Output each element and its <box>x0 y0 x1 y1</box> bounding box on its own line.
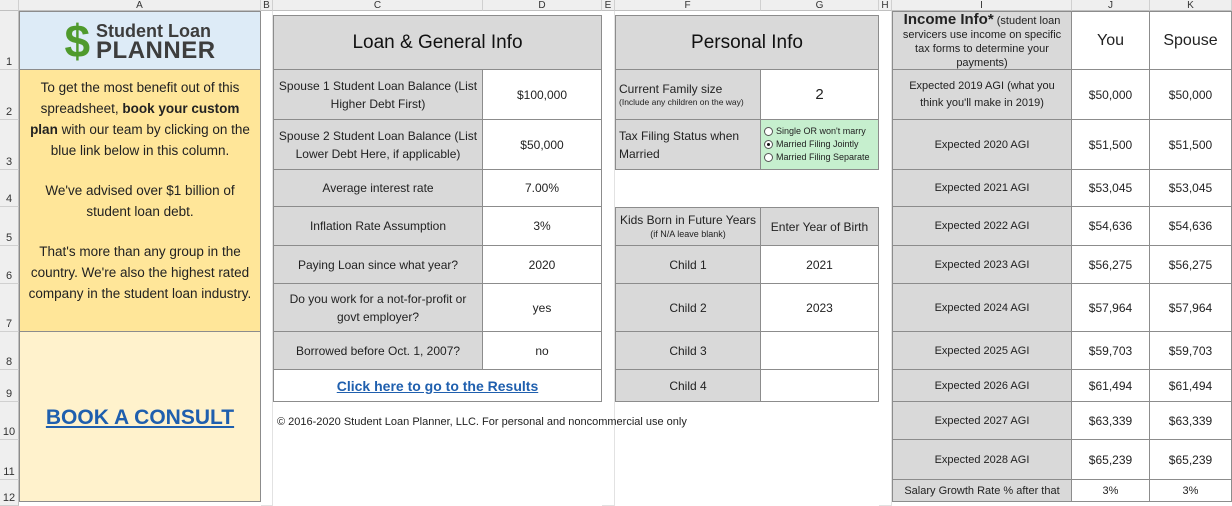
agi-2024-you[interactable]: $57,964 <box>1072 284 1150 332</box>
row-header-8[interactable]: 8 <box>0 332 19 370</box>
radio-checked-icon <box>764 140 773 149</box>
filing-option-single[interactable] <box>764 126 866 137</box>
loan-value-borrowed-before[interactable]: no <box>483 332 602 370</box>
spacer-col-h <box>879 11 892 506</box>
row-header-10[interactable]: 10 <box>0 402 19 440</box>
row-header-2[interactable]: 2 <box>0 70 19 120</box>
logo <box>64 14 216 67</box>
loan-label-nonprofit: Do you work for a not-for-profit or govt employer? <box>273 284 483 332</box>
filing-option-joint-label: Married Filing Jointly <box>776 139 859 149</box>
agi-2022-label: Expected 2022 AGI <box>892 207 1072 246</box>
salary-growth-you[interactable]: 3% <box>1072 480 1150 502</box>
agi-2021-label: Expected 2021 AGI <box>892 170 1072 207</box>
promo-text-1a: To get the most benefit out of this spreadsheet, <box>40 80 240 116</box>
col-header-f[interactable]: F <box>615 0 761 11</box>
agi-2028-spouse[interactable]: $65,239 <box>1150 440 1232 480</box>
agi-2019-label: Expected 2019 AGI (what you think you'll make in 2019) <box>892 70 1072 120</box>
loan-label-interest: Average interest rate <box>273 170 483 207</box>
col-header-i[interactable]: I <box>892 0 1072 11</box>
income-col-spouse: Spouse <box>1150 11 1232 70</box>
agi-2023-spouse[interactable]: $56,275 <box>1150 246 1232 284</box>
loan-label-spouse2: Spouse 2 Student Loan Balance (List Lower Debt Here, if applicable) <box>273 120 483 170</box>
kids-label-cell <box>615 207 761 246</box>
family-size-value[interactable]: 2 <box>761 70 879 120</box>
child-2-year[interactable]: 2023 <box>761 284 879 332</box>
book-consult-link[interactable]: BOOK A CONSULT <box>45 406 235 429</box>
child-4-year[interactable] <box>761 370 879 402</box>
agi-2024-spouse[interactable]: $57,964 <box>1150 284 1232 332</box>
agi-2025-you[interactable]: $59,703 <box>1072 332 1150 370</box>
child-3-label: Child 3 <box>615 332 761 370</box>
logo-cell[interactable] <box>19 11 261 70</box>
col-header-a[interactable]: A <box>19 0 261 11</box>
col-header-j[interactable]: J <box>1072 0 1150 11</box>
loan-label-borrowed-before: Borrowed before Oct. 1, 2007? <box>273 332 483 370</box>
child-1-label: Child 1 <box>615 246 761 284</box>
spacer-col-b <box>261 11 273 506</box>
col-header-c[interactable]: C <box>273 0 483 11</box>
family-size-label-cell <box>615 70 761 120</box>
promo-paragraph-3: That's more than any group in the country. We're also the highest rated company in the student loan industry. <box>28 244 252 301</box>
radio-unchecked-icon <box>764 127 773 136</box>
consult-cell <box>19 332 261 502</box>
row-header-1[interactable]: 1 <box>0 11 19 70</box>
income-title: Income Info* <box>903 11 994 28</box>
agi-2023-you[interactable]: $56,275 <box>1072 246 1150 284</box>
agi-2019-you[interactable]: $50,000 <box>1072 70 1150 120</box>
col-header-d[interactable]: D <box>483 0 602 11</box>
results-link[interactable]: Click here to go to the Results <box>336 377 539 394</box>
kids-year-header: Enter Year of Birth <box>761 207 879 246</box>
filing-status-radio-group <box>761 120 879 170</box>
agi-2025-spouse[interactable]: $59,703 <box>1150 332 1232 370</box>
row-header-12[interactable]: 12 <box>0 480 19 506</box>
agi-2020-label: Expected 2020 AGI <box>892 120 1072 170</box>
income-title-cell <box>892 11 1072 70</box>
child-1-year[interactable]: 2021 <box>761 246 879 284</box>
family-size-note: (Include any children on the way) <box>619 96 744 107</box>
agi-2022-you[interactable]: $54,636 <box>1072 207 1150 246</box>
row-header-7[interactable]: 7 <box>0 284 19 332</box>
col-header-b[interactable]: B <box>261 0 273 11</box>
agi-2019-spouse[interactable]: $50,000 <box>1150 70 1232 120</box>
agi-2026-spouse[interactable]: $61,494 <box>1150 370 1232 402</box>
loan-title: Loan & General Info <box>273 15 602 70</box>
loan-label-inflation: Inflation Rate Assumption <box>273 207 483 246</box>
logo-line1: Student Loan <box>96 20 212 41</box>
agi-2023-label: Expected 2023 AGI <box>892 246 1072 284</box>
copyright-text: © 2016-2020 Student Loan Planner, LLC. For personal and noncommercial use only <box>277 416 687 428</box>
row-header-6[interactable]: 6 <box>0 246 19 284</box>
filing-status-label: Tax Filing Status when Married <box>615 120 761 170</box>
row-header-3[interactable]: 3 <box>0 120 19 170</box>
filing-option-separate[interactable] <box>764 152 870 163</box>
promo-text-1c: with our team by clicking on the blue link below in this column. <box>50 122 250 158</box>
col-header-e[interactable]: E <box>602 0 615 11</box>
agi-2027-you[interactable]: $63,339 <box>1072 402 1150 440</box>
income-col-you: You <box>1072 11 1150 70</box>
promo-paragraph-1 <box>26 77 254 161</box>
agi-2021-you[interactable]: $53,045 <box>1072 170 1150 207</box>
row-header-5[interactable]: 5 <box>0 207 19 246</box>
kids-label: Kids Born in Future Years <box>619 212 757 227</box>
loan-value-inflation[interactable]: 3% <box>483 207 602 246</box>
agi-2027-label: Expected 2027 AGI <box>892 402 1072 440</box>
logo-line2: PLANNER <box>96 36 216 64</box>
personal-title: Personal Info <box>615 15 879 70</box>
agi-2024-label: Expected 2024 AGI <box>892 284 1072 332</box>
agi-2020-you[interactable]: $51,500 <box>1072 120 1150 170</box>
child-4-label: Child 4 <box>615 370 761 402</box>
agi-2022-spouse[interactable]: $54,636 <box>1150 207 1232 246</box>
agi-2026-you[interactable]: $61,494 <box>1072 370 1150 402</box>
promo-text-1b: book your custom plan <box>30 101 240 137</box>
family-size-label: Current Family size <box>619 81 723 96</box>
filing-option-joint[interactable] <box>764 139 859 150</box>
loan-value-paying-since[interactable]: 2020 <box>483 246 602 284</box>
promo-cell <box>19 70 261 332</box>
loan-label-paying-since: Paying Loan since what year? <box>273 246 483 284</box>
dollar-icon: $ <box>64 14 91 67</box>
salary-growth-spouse[interactable]: 3% <box>1150 480 1232 502</box>
row-header-11[interactable]: 11 <box>0 440 19 480</box>
loan-label-spouse1: Spouse 1 Student Loan Balance (List Higher Debt First) <box>273 70 483 120</box>
loan-value-nonprofit[interactable]: yes <box>483 284 602 332</box>
row-header-4[interactable]: 4 <box>0 170 19 207</box>
agi-2026-label: Expected 2026 AGI <box>892 370 1072 402</box>
select-all-corner[interactable] <box>0 0 19 11</box>
kids-note: (if N/A leave blank) <box>650 228 726 239</box>
row-header-9[interactable]: 9 <box>0 370 19 402</box>
salary-growth-label: Salary Growth Rate % after that <box>892 480 1072 502</box>
promo-paragraph-2: We've advised over $1 billion of student loan debt. <box>45 183 235 219</box>
agi-2028-label: Expected 2028 AGI <box>892 440 1072 480</box>
col-header-k[interactable]: K <box>1150 0 1232 11</box>
loan-value-interest[interactable]: 7.00% <box>483 170 602 207</box>
child-2-label: Child 2 <box>615 284 761 332</box>
loan-value-spouse2[interactable]: $50,000 <box>483 120 602 170</box>
child-3-year[interactable] <box>761 332 879 370</box>
income-title-note: (student loan servicers use income on specific tax forms to determine your payments) <box>902 15 1062 69</box>
agi-2021-spouse[interactable]: $53,045 <box>1150 170 1232 207</box>
agi-2025-label: Expected 2025 AGI <box>892 332 1072 370</box>
filing-option-single-label: Single OR won't marry <box>776 126 866 136</box>
agi-2027-spouse[interactable]: $63,339 <box>1150 402 1232 440</box>
agi-2028-you[interactable]: $65,239 <box>1072 440 1150 480</box>
filing-option-separate-label: Married Filing Separate <box>776 152 870 162</box>
results-link-cell <box>273 370 602 402</box>
radio-unchecked-icon <box>764 153 773 162</box>
loan-value-spouse1[interactable]: $100,000 <box>483 70 602 120</box>
agi-2020-spouse[interactable]: $51,500 <box>1150 120 1232 170</box>
col-header-g[interactable]: G <box>761 0 879 11</box>
col-header-h[interactable]: H <box>879 0 892 11</box>
